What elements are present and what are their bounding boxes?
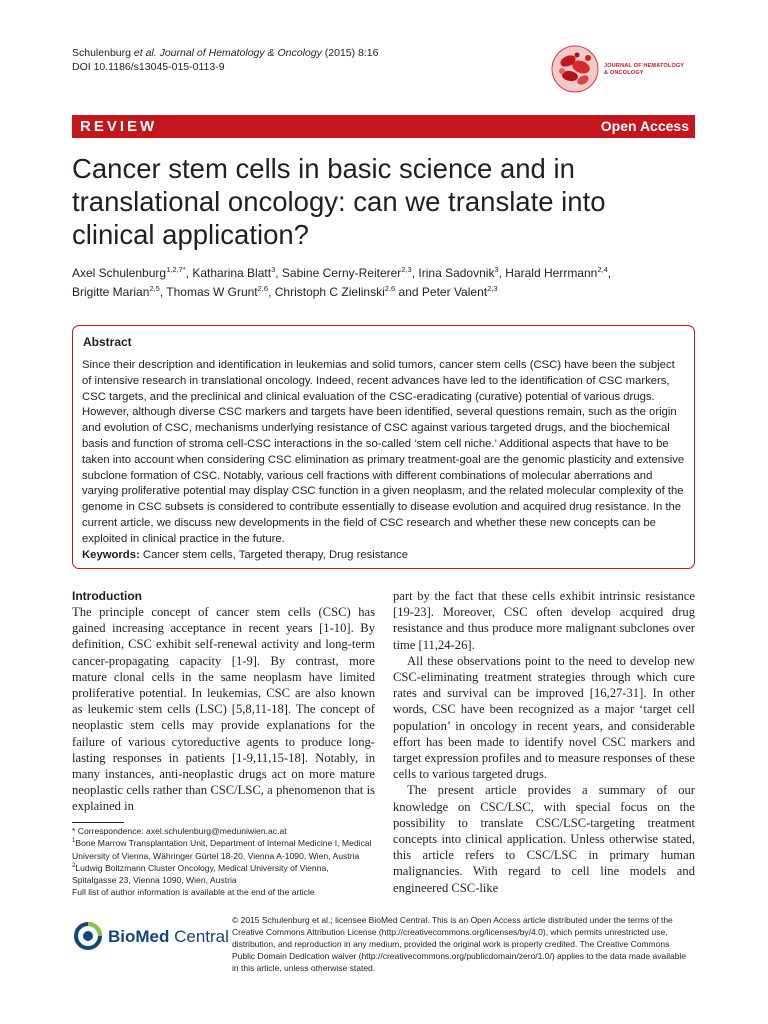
citation-journal: Journal of Hematology & Oncology [159,47,322,59]
full-author-info-note: Full list of author information is available at the end of the article [72,887,315,898]
article-title: Cancer stem cells in basic science and in translational oncology: can we translate into clinical application? [72,153,606,250]
author-list: Axel Schulenburg$^{1,2,7*}$, Katharina Blatt$^3$, Sabine Cerny-Reiterer$^{2,3}$, Irina Sadovnik$^3$, Harald Herrmann$^{2,4}$, Brigitte Marian$^{2,5}$, Thomas W Grunt$^{2,6}$, Christoph C Zielinski$^{2,6}$ and Peter Valent$^{2,3}$ [72,265,612,299]
journal-logo-line2: & ONCOLOGY [604,70,644,76]
keywords-label: Keywords: [82,549,140,561]
keywords-values: Cancer stem cells, Targeted therapy, Drug resistance [142,549,409,561]
license-statement: © 2015 Schulenburg et al.; licensee BioMed Central. This is an Open Access article distributed under the terms of the Creative Commons Attribution License (http://creativecommons.org/licenses/by/4.0), which permits unrestricted use, distribution, and reproduction in any medium, provided the original work is properly credited. The Creative Commons Public Domain Dedication waiver (http://creativecommons.org/publicdomain/zero/1.0/) applies to the data made available in this article, unless otherwise stated. [232,915,687,973]
biomed-central-wordmark: BioMed Central [108,927,229,946]
introduction-heading: Introduction [72,589,142,603]
author[interactable]: Brigitte Marian$^{2,5}$ [72,284,160,299]
correspondence-note[interactable]: * Correspondence: axel.schulenburg@meduniwien.ac.at [72,826,287,836]
body-paragraph: part by the fact that these cells exhibit intrinsic resistance [19-23]. Moreover, CSC often develop acquired drug resistance and thus produce more malignant subclones over time [11,24-26]. [393,589,695,652]
affiliation-1: $^1$Bone Marrow Transplantation Unit, Department of Internal Medicine I, Medical University of Vienna, Währinger Gürtel 18-20, Vienna A-1090, Wien, Austria [72,838,372,861]
abstract-heading: Abstract [83,335,132,349]
citation-line [72,46,378,60]
body-left-column [72,604,375,815]
author[interactable]: Axel Schulenburg$^{1,2,7*}$ [72,265,186,280]
footnote-divider [72,822,124,823]
journal-logo-graphic [550,44,600,94]
biomed-central-logo-icon [72,920,104,952]
doi-link[interactable]: DOI 10.1186/s13045-015-0113-9 [72,61,225,73]
body-paragraph: The present article provides a summary of our knowledge on CSC/LSC, with special focus on the possibility to translate CSC/LSC-targeting treatment concepts into clinical application. Unless otherwise stated, this article refers to CSC/LSC in primary human malignancies. With regard to cell line models and engineered CSC-like [393,783,695,895]
open-access-label: Open Access [600,118,689,134]
abstract-text: Since their description and identification in leukemias and solid tumors, cancer stem cells (CSC) have been the subject of intensive research in translational oncology. Indeed, recent advances have led to the identification of CSC markers, CSC targets, and the preclinical and clinical evaluation of the CSC-eradicating (curative) potential of various drugs. However, although diverse CSC markers and targets have been identified, several questions remain, such as the origin and evolution of CSC, mechanisms underlying resistance of CSC against various targeted drugs, and the biochemical basis and function of stroma cell-CSC interactions in the so-called ‘stem cell niche.’ Additional aspects that have to be taken into account when considering CSC elimination as primary treatment-goal are the genomic plasticity and extensive subclone formation of CSC. Notably, various cell fractions with different combinations of molecular aberrations and varying proliferative potential may display CSC function in a given neoplasm, and the related molecular complexity of the genome in CSC subsets is considered to contribute essentially to disease evolution and acquired drug resistance. In the current article, we discuss new developments in the field of CSC research and whether these new concepts can be exploited in clinical practice in the future. [82,359,685,545]
keywords [82,549,682,561]
affiliation-2: $^2$Ludwig Boltzmann Cluster Oncology, Medical University of Vienna, Spitalgasse 23, Vienna 1090, Wien, Austria [72,862,329,886]
author[interactable]: Sabine Cerny-Reiterer$^{2,3}$ [281,265,412,280]
body-right-column [393,588,695,896]
author[interactable]: Peter Valent$^{2,3}$ [421,284,498,299]
author[interactable]: Christoph C Zielinski$^{2,6}$ [274,284,396,299]
body-paragraph: All these observations point to the need to develop new CSC-eliminating treatment strategies through which cure rates and survival can be improved [16,27-31]. In other words, CSC have been recognized as a major ‘target cell population’ in oncology in recent years, and considerable effort has been made to identify novel CSC markers and target expression profiles and to measure responses of these cells to various targeted drugs. [393,653,695,782]
author[interactable]: Harald Herrmann$^{2,4}$ [505,265,608,280]
author[interactable]: Katharina Blatt$^3$ [192,265,276,280]
footnotes [72,825,372,899]
article-type-banner [72,115,695,138]
citation-authors: Schulenburg [72,47,131,59]
author[interactable]: Thomas W Grunt$^{2,6}$ [166,284,269,299]
article-type-label: REVIEW [80,118,158,135]
author[interactable]: Irina Sadovnik$^3$ [418,265,499,280]
journal-logo [550,44,600,94]
citation-etal: et al. [133,47,157,59]
body-paragraph: The principle concept of cancer stem cells (CSC) has gained increasing acceptance in recent years [1-10]. By definition, CSC exhibit self-renewal activity and long-term cancer-propagating capacity [1-9]. By contrast, more mature clonal cells in the same neoplasm have limited proliferative potential. In leukemias, CSC are also known as leukemic stem cells (LSC) [5,8,11-18]. The concept of neoplastic stem cells may provide explanations for the failure of various cytoreductive agents to produce long-lasting responses in patients [1-9,11,15-18]. Notably, in many instances, anti-neoplastic drugs act on more mature neoplastic cells rather than CSC/LSC, a phenomenon that is explained in [72,605,375,814]
journal-logo-line1: JOURNAL OF HEMATOLOGY [604,63,685,69]
citation-year-vol: (2015) 8:16 [324,47,379,59]
